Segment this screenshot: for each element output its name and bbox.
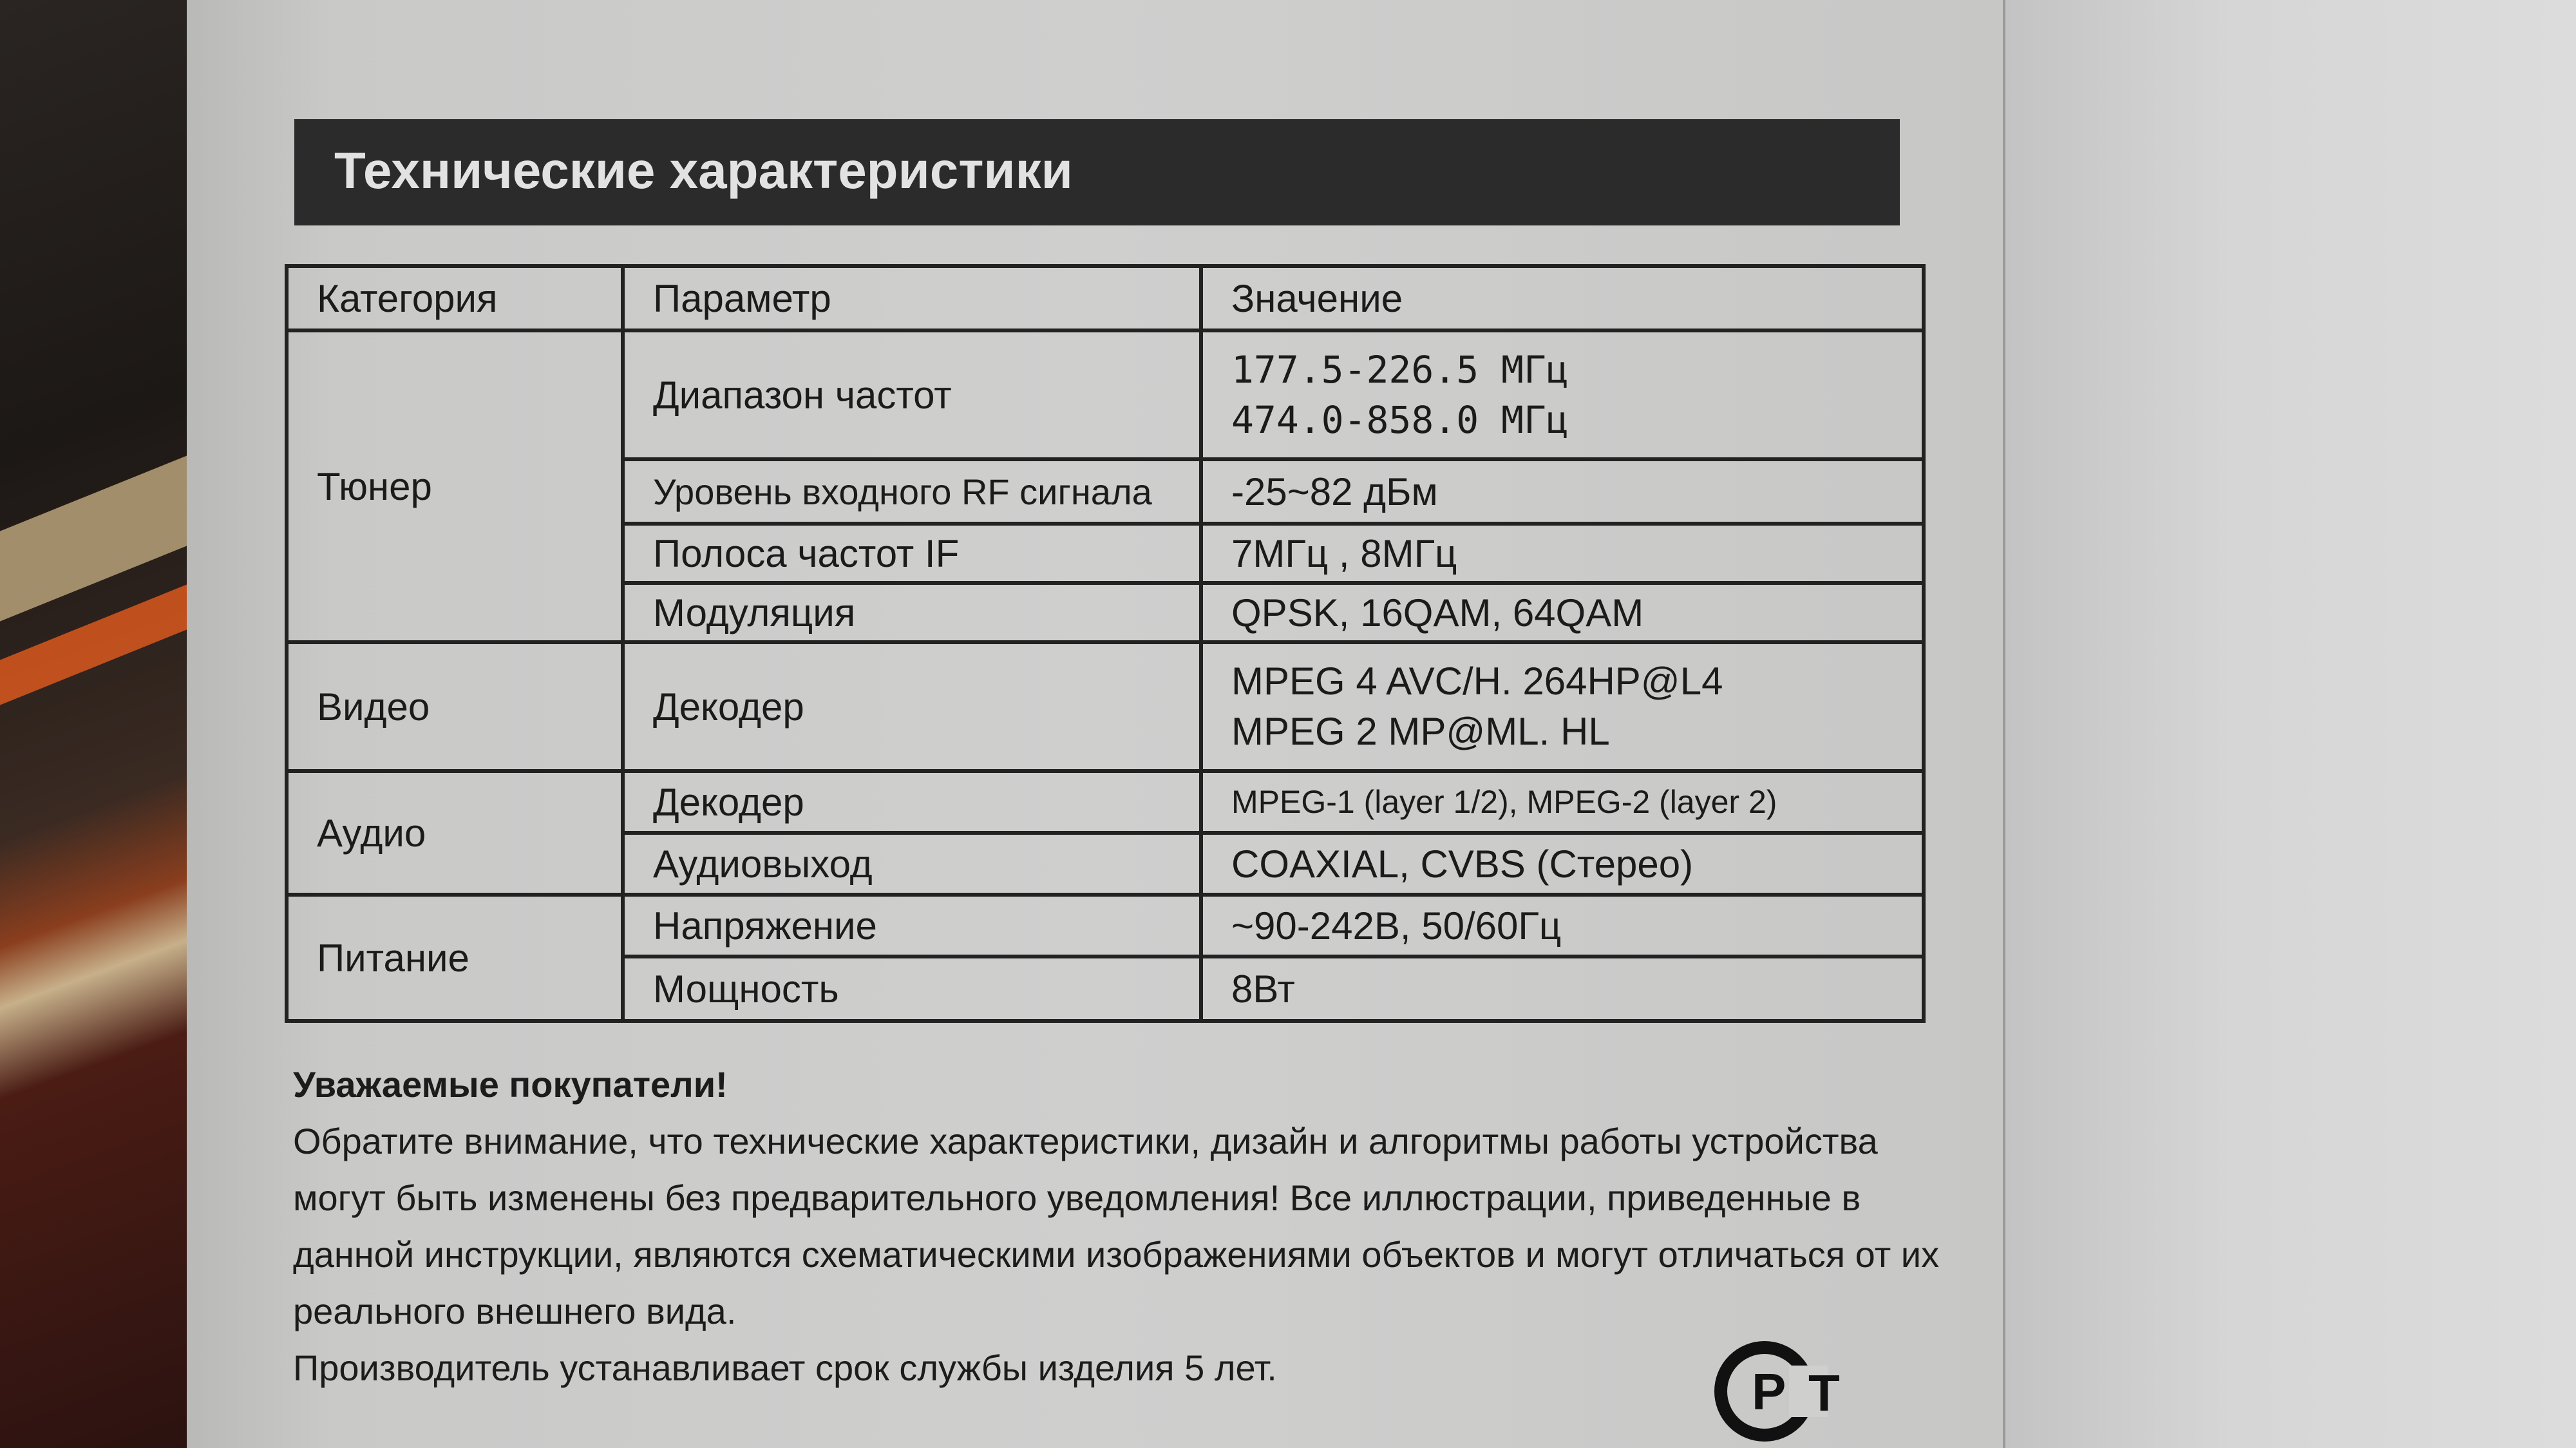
parameter-cell: Полоса частот IF xyxy=(623,524,1201,583)
section-header xyxy=(294,119,1900,225)
category-cell: Тюнер xyxy=(287,330,623,642)
column-header-value: Значение xyxy=(1201,266,1924,330)
value-cell: 8Вт xyxy=(1201,957,1924,1021)
parameter-cell: Модуляция xyxy=(623,583,1201,642)
facing-page xyxy=(2003,0,2576,1448)
value-line: MPEG 2 MP@ML. HL xyxy=(1231,710,1610,753)
parameter-cell: Напряжение xyxy=(623,895,1201,957)
service-life-text: Производитель устанавливает срок службы изделия 5 лет. xyxy=(293,1348,1277,1388)
svg-text:P: P xyxy=(1752,1363,1786,1420)
category-cell: Видео xyxy=(287,642,623,771)
pct-logo-graphic xyxy=(1713,1340,1868,1443)
parameter-cell: Аудиовыход xyxy=(623,833,1201,895)
value-line: 177.5-226.5 МГц xyxy=(1231,348,1569,392)
table-row xyxy=(287,642,1924,771)
parameter-cell: Мощность xyxy=(623,957,1201,1021)
value-cell: QPSK, 16QAM, 64QAM xyxy=(1201,583,1924,642)
pct-certification-icon xyxy=(1713,1340,1868,1443)
value-cell: 7МГц , 8МГц xyxy=(1201,524,1924,583)
value-cell: ~90-242В, 50/60Гц xyxy=(1201,895,1924,957)
notice-title: Уважаемые покупатели! xyxy=(293,1064,728,1105)
value-cell: COAXIAL, CVBS (Стерео) xyxy=(1201,833,1924,895)
value-cell xyxy=(1201,330,1924,459)
column-header-parameter: Параметр xyxy=(623,266,1201,330)
table-header-row xyxy=(287,266,1924,330)
customer-notice xyxy=(293,1056,1942,1396)
section-title: Технические характеристики xyxy=(334,142,1073,199)
column-header-category: Категория xyxy=(287,266,623,330)
value-line: MPEG 4 AVC/H. 264HP@L4 xyxy=(1231,660,1723,703)
table-row xyxy=(287,895,1924,957)
svg-text:T: T xyxy=(1808,1364,1840,1422)
value-cell: MPEG-1 (layer 1/2), MPEG-2 (layer 2) xyxy=(1201,771,1924,833)
value-cell: -25~82 дБм xyxy=(1201,459,1924,524)
value-cell xyxy=(1201,642,1924,771)
value-line: 474.0-858.0 МГц xyxy=(1231,398,1569,442)
parameter-cell: Диапазон частот xyxy=(623,330,1201,459)
notice-body: Обратите внимание, что технические характеристики, дизайн и алгоритмы работы устройства могут быть изменены без предварительного уведомления! Все иллюстрации, приведенные в данной инструкции, являются схематическими изображениями объектов и могут отличаться от их реального внешнего вида. xyxy=(293,1121,1940,1331)
table-row xyxy=(287,330,1924,459)
parameter-cell: Декодер xyxy=(623,642,1201,771)
specifications-table xyxy=(285,264,1926,1023)
category-cell: Аудио xyxy=(287,771,623,895)
parameter-cell: Уровень входного RF сигнала xyxy=(623,459,1201,524)
fabric-background xyxy=(0,0,219,1448)
category-cell: Питание xyxy=(287,895,623,1021)
parameter-cell: Декодер xyxy=(623,771,1201,833)
table-row xyxy=(287,771,1924,833)
